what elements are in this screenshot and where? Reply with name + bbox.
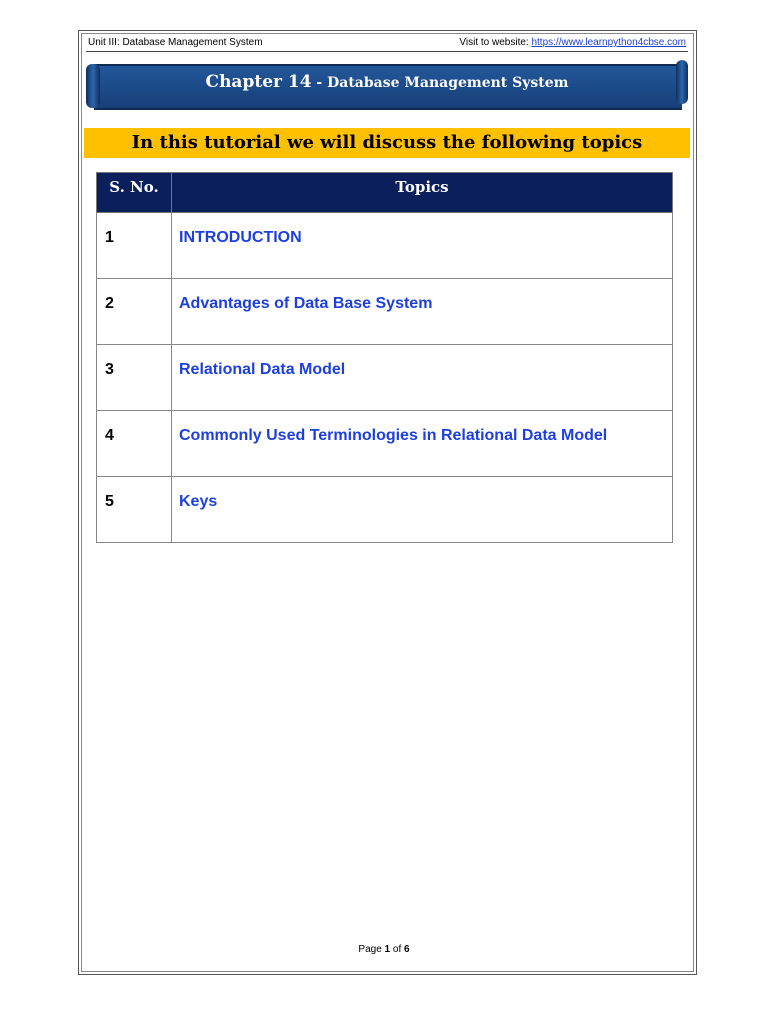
chapter-title bbox=[86, 72, 688, 92]
topic-link-keys[interactable]: Keys bbox=[172, 477, 673, 543]
table-row bbox=[97, 213, 673, 279]
page-header bbox=[88, 37, 686, 51]
topic-link-terminologies[interactable]: Commonly Used Terminologies in Relational Data Model bbox=[172, 411, 673, 477]
website-label: Visit to website: bbox=[459, 37, 532, 48]
page-number: 1 bbox=[384, 944, 391, 955]
intro-banner bbox=[84, 128, 690, 158]
table-row bbox=[97, 279, 673, 345]
intro-banner-text: In this tutorial we will discuss the following topics bbox=[131, 132, 643, 153]
row-sno: 1 bbox=[97, 213, 172, 279]
table-row bbox=[97, 411, 673, 477]
chapter-banner bbox=[86, 62, 688, 110]
topic-link-introduction[interactable]: INTRODUCTION bbox=[172, 213, 673, 279]
of-label: of bbox=[390, 944, 405, 955]
row-sno: 5 bbox=[97, 477, 172, 543]
page-footer bbox=[0, 944, 768, 955]
row-sno: 4 bbox=[97, 411, 172, 477]
website-reference bbox=[459, 37, 686, 48]
chapter-name: - Database Management System bbox=[311, 75, 569, 91]
table-row bbox=[97, 477, 673, 543]
column-header-sno: S. No. bbox=[97, 173, 172, 213]
column-header-topics: Topics bbox=[172, 173, 673, 213]
row-sno: 3 bbox=[97, 345, 172, 411]
topic-link-advantages[interactable]: Advantages of Data Base System bbox=[172, 279, 673, 345]
total-pages: 6 bbox=[404, 944, 410, 955]
page-label: Page bbox=[358, 944, 385, 955]
row-sno: 2 bbox=[97, 279, 172, 345]
table-row bbox=[97, 345, 673, 411]
topic-link-relational-model[interactable]: Relational Data Model bbox=[172, 345, 673, 411]
website-link[interactable]: https://www.learnpython4cbse.com bbox=[531, 37, 686, 48]
chapter-number: Chapter 14 bbox=[205, 72, 312, 92]
unit-title: Unit III: Database Management System bbox=[88, 37, 263, 48]
table-header-row bbox=[97, 173, 673, 213]
topics-table bbox=[96, 172, 673, 543]
header-divider bbox=[86, 51, 688, 52]
